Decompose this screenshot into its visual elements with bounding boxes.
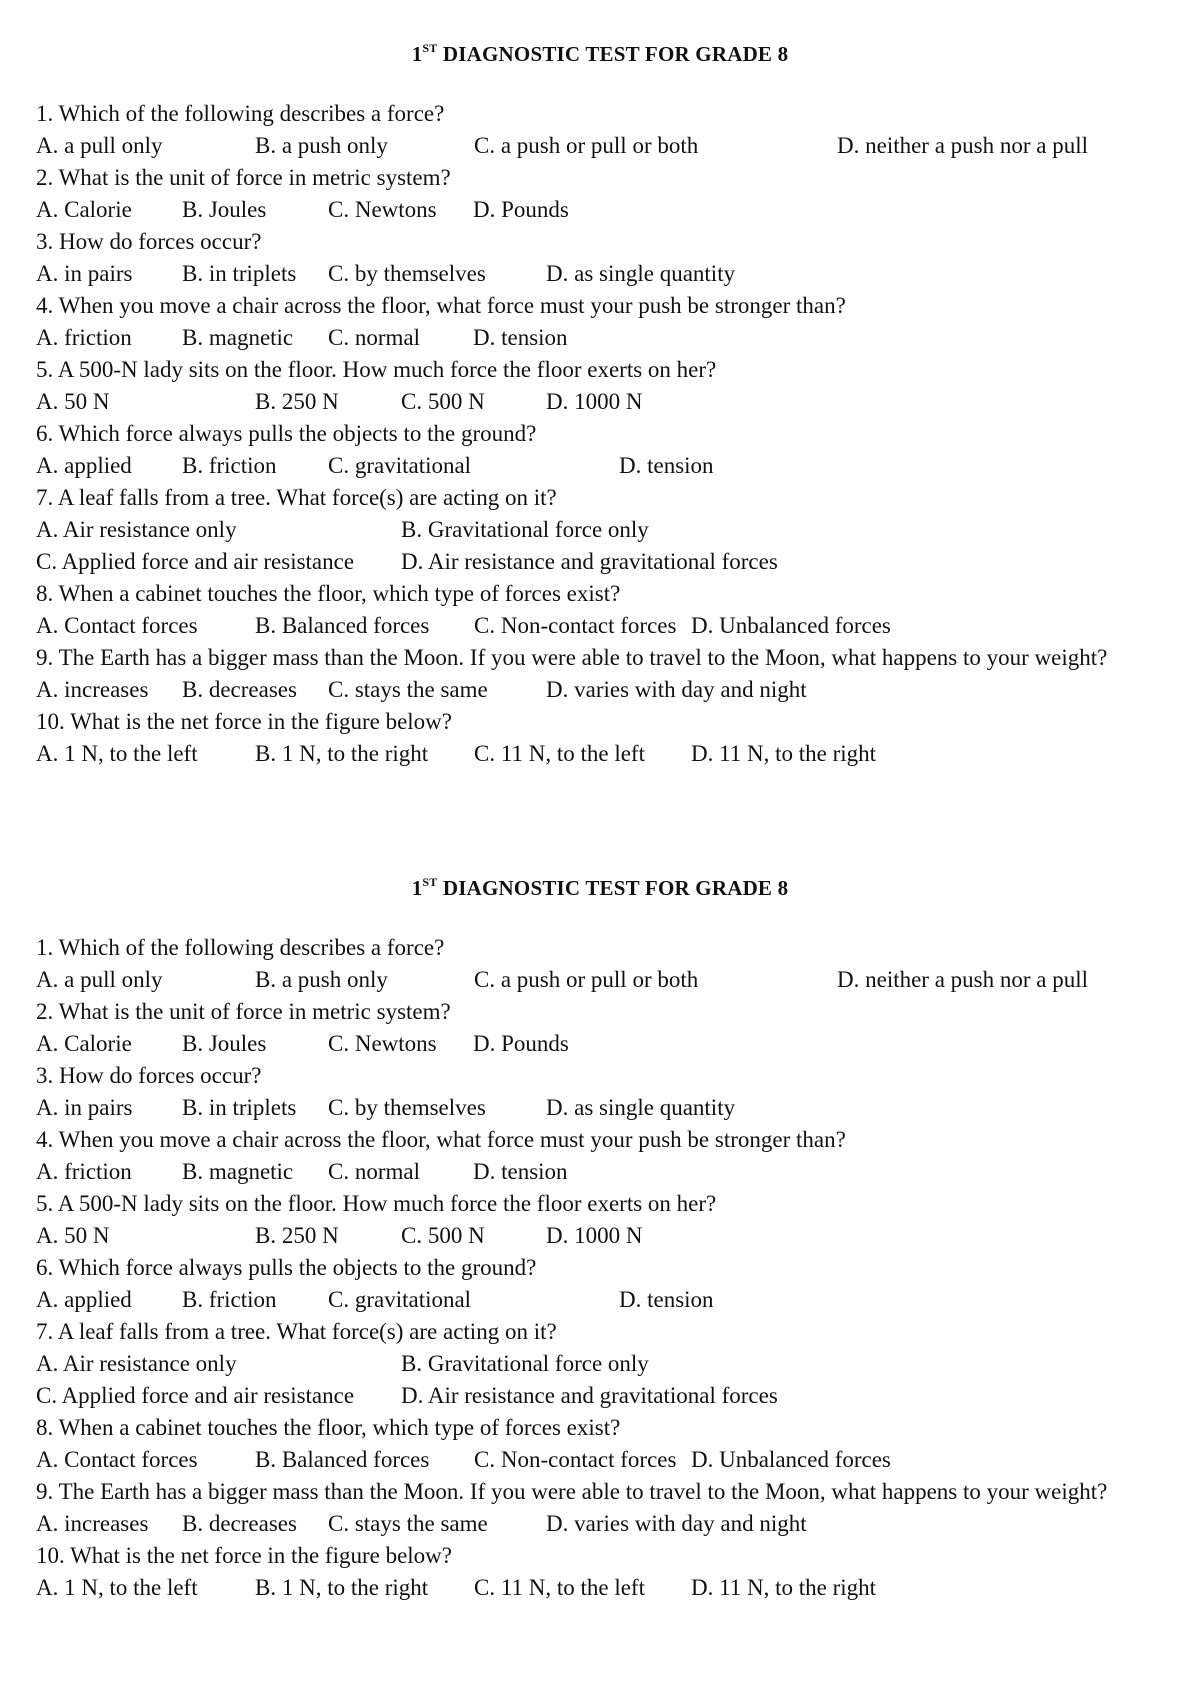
option-a: A. in pairs	[36, 1095, 133, 1120]
option-d: D. 11 N, to the right	[691, 741, 877, 766]
test-sheet-1	[0, 34, 1200, 766]
option-d: D. as single quantity	[546, 261, 736, 286]
option-b: B. Gravitational force only	[401, 517, 649, 542]
question-8: 8. When a cabinet touches the floor, which type of forces exist?	[36, 1415, 621, 1440]
option-a: A. in pairs	[36, 261, 133, 286]
question-2: 2. What is the unit of force in metric system?	[36, 165, 451, 190]
question-2: 2. What is the unit of force in metric system?	[36, 999, 451, 1024]
title-text: DIAGNOSTIC TEST FOR GRADE 8	[437, 876, 789, 900]
option-a: A. Air resistance only	[36, 1351, 237, 1376]
option-a: A. 1 N, to the left	[36, 1575, 198, 1600]
option-c: C. Non-contact forces	[474, 1447, 677, 1472]
options-4	[36, 322, 1196, 354]
option-a: A. 1 N, to the left	[36, 741, 198, 766]
option-d: D. tension	[473, 325, 568, 350]
option-b: B. Balanced forces	[255, 613, 430, 638]
options-2	[36, 1028, 1196, 1060]
option-d: D. Air resistance and gravitational forces	[401, 549, 778, 574]
option-a: A. Air resistance only	[36, 517, 237, 542]
option-c: C. Non-contact forces	[474, 613, 677, 638]
question-7: 7. A leaf falls from a tree. What force(s) are acting on it?	[36, 485, 557, 510]
option-c: C. 11 N, to the left	[474, 1575, 645, 1600]
option-b: B. a push only	[255, 133, 388, 158]
option-c: C. normal	[328, 1159, 420, 1184]
question-5: 5. A 500-N lady sits on the floor. How much force the floor exerts on her?	[36, 1191, 717, 1216]
option-c: C. Applied force and air resistance	[36, 549, 355, 574]
options-8	[36, 1444, 1196, 1476]
option-d: D. as single quantity	[546, 1095, 736, 1120]
option-b: B. friction	[182, 1287, 277, 1312]
title-superscript: ST	[422, 875, 438, 889]
option-a: A. Calorie	[36, 197, 132, 222]
question-4: 4. When you move a chair across the floor, what force must your push be stronger than?	[36, 1127, 846, 1152]
option-a: A. applied	[36, 453, 132, 478]
options-2	[36, 194, 1196, 226]
options-7-row-2	[36, 546, 1196, 578]
option-a: A. increases	[36, 677, 149, 702]
option-b: B. decreases	[182, 677, 297, 702]
test-title	[0, 34, 1200, 66]
option-c: C. by themselves	[328, 261, 486, 286]
option-c: C. 500 N	[401, 1223, 485, 1248]
question-3: 3. How do forces occur?	[36, 1063, 262, 1088]
option-a: A. a pull only	[36, 967, 163, 992]
option-c: C. 500 N	[401, 389, 485, 414]
question-6: 6. Which force always pulls the objects to the ground?	[36, 421, 537, 446]
option-a: A. friction	[36, 325, 132, 350]
options-10	[36, 738, 1196, 770]
question-8: 8. When a cabinet touches the floor, which type of forces exist?	[36, 581, 621, 606]
option-a: A. Contact forces	[36, 613, 198, 638]
options-7-row-1	[36, 514, 1196, 546]
option-d: D. neither a push nor a pull	[837, 133, 1089, 158]
option-d: D. tension	[619, 1287, 714, 1312]
question-3: 3. How do forces occur?	[36, 229, 262, 254]
option-b: B. a push only	[255, 967, 388, 992]
option-c: C. stays the same	[328, 1511, 488, 1536]
question-9: 9. The Earth has a bigger mass than the Moon. If you were able to travel to the Moon, what happens to your weight?	[36, 1479, 1108, 1504]
option-d: D. 1000 N	[546, 1223, 643, 1248]
option-d: D. 1000 N	[546, 389, 643, 414]
question-7: 7. A leaf falls from a tree. What force(s) are acting on it?	[36, 1319, 557, 1344]
options-7-row-2	[36, 1380, 1196, 1412]
title-superscript: ST	[422, 41, 438, 55]
option-c: C. Newtons	[328, 1031, 437, 1056]
option-d: D. varies with day and night	[546, 1511, 807, 1536]
option-d: D. varies with day and night	[546, 677, 807, 702]
option-b: B. 1 N, to the right	[255, 1575, 429, 1600]
options-7-row-1	[36, 1348, 1196, 1380]
option-b: B. 250 N	[255, 1223, 339, 1248]
options-5	[36, 1220, 1196, 1252]
option-b: B. 1 N, to the right	[255, 741, 429, 766]
option-d: D. tension	[619, 453, 714, 478]
options-3	[36, 1092, 1196, 1124]
option-c: C. by themselves	[328, 1095, 486, 1120]
option-a: A. 50 N	[36, 1223, 110, 1248]
options-4	[36, 1156, 1196, 1188]
option-d: D. Unbalanced forces	[691, 613, 891, 638]
option-b: B. magnetic	[182, 325, 294, 350]
option-d: D. Pounds	[473, 197, 569, 222]
question-1: 1. Which of the following describes a force?	[36, 101, 445, 126]
option-a: A. a pull only	[36, 133, 163, 158]
option-c: C. normal	[328, 325, 420, 350]
option-d: D. 11 N, to the right	[691, 1575, 877, 1600]
option-b: B. 250 N	[255, 389, 339, 414]
option-a: A. Calorie	[36, 1031, 132, 1056]
options-1	[36, 130, 1196, 162]
title-text: DIAGNOSTIC TEST FOR GRADE 8	[437, 42, 789, 66]
option-a: A. applied	[36, 1287, 132, 1312]
options-9	[36, 1508, 1196, 1540]
title-number: 1	[411, 42, 423, 66]
options-9	[36, 674, 1196, 706]
options-3	[36, 258, 1196, 290]
option-b: B. Joules	[182, 1031, 267, 1056]
option-a: A. friction	[36, 1159, 132, 1184]
question-10: 10. What is the net force in the figure below?	[36, 709, 452, 734]
question-4: 4. When you move a chair across the floor, what force must your push be stronger than?	[36, 293, 846, 318]
option-c: C. gravitational	[328, 1287, 472, 1312]
option-c: C. Applied force and air resistance	[36, 1383, 355, 1408]
option-b: B. Balanced forces	[255, 1447, 430, 1472]
test-title	[0, 868, 1200, 900]
options-1	[36, 964, 1196, 996]
option-d: D. Air resistance and gravitational forces	[401, 1383, 778, 1408]
option-b: B. in triplets	[182, 1095, 297, 1120]
options-6	[36, 1284, 1196, 1316]
question-1: 1. Which of the following describes a force?	[36, 935, 445, 960]
option-b: B. in triplets	[182, 261, 297, 286]
options-6	[36, 450, 1196, 482]
option-c: C. a push or pull or both	[474, 967, 699, 992]
question-list	[36, 932, 1196, 1604]
option-d: D. neither a push nor a pull	[837, 967, 1089, 992]
question-list	[36, 98, 1196, 770]
option-a: A. 50 N	[36, 389, 110, 414]
option-b: B. Gravitational force only	[401, 1351, 649, 1376]
question-6: 6. Which force always pulls the objects to the ground?	[36, 1255, 537, 1280]
option-c: C. stays the same	[328, 677, 488, 702]
question-10: 10. What is the net force in the figure below?	[36, 1543, 452, 1568]
option-d: D. Pounds	[473, 1031, 569, 1056]
option-c: C. a push or pull or both	[474, 133, 699, 158]
option-b: B. magnetic	[182, 1159, 294, 1184]
test-sheet-2	[0, 868, 1200, 1600]
option-a: A. increases	[36, 1511, 149, 1536]
option-b: B. friction	[182, 453, 277, 478]
question-9: 9. The Earth has a bigger mass than the Moon. If you were able to travel to the Moon, what happens to your weight?	[36, 645, 1108, 670]
option-b: B. Joules	[182, 197, 267, 222]
option-b: B. decreases	[182, 1511, 297, 1536]
title-number: 1	[411, 876, 423, 900]
option-c: C. 11 N, to the left	[474, 741, 645, 766]
options-10	[36, 1572, 1196, 1604]
option-c: C. Newtons	[328, 197, 437, 222]
options-8	[36, 610, 1196, 642]
option-a: A. Contact forces	[36, 1447, 198, 1472]
option-d: D. tension	[473, 1159, 568, 1184]
question-5: 5. A 500-N lady sits on the floor. How much force the floor exerts on her?	[36, 357, 717, 382]
option-c: C. gravitational	[328, 453, 472, 478]
option-d: D. Unbalanced forces	[691, 1447, 891, 1472]
options-5	[36, 386, 1196, 418]
